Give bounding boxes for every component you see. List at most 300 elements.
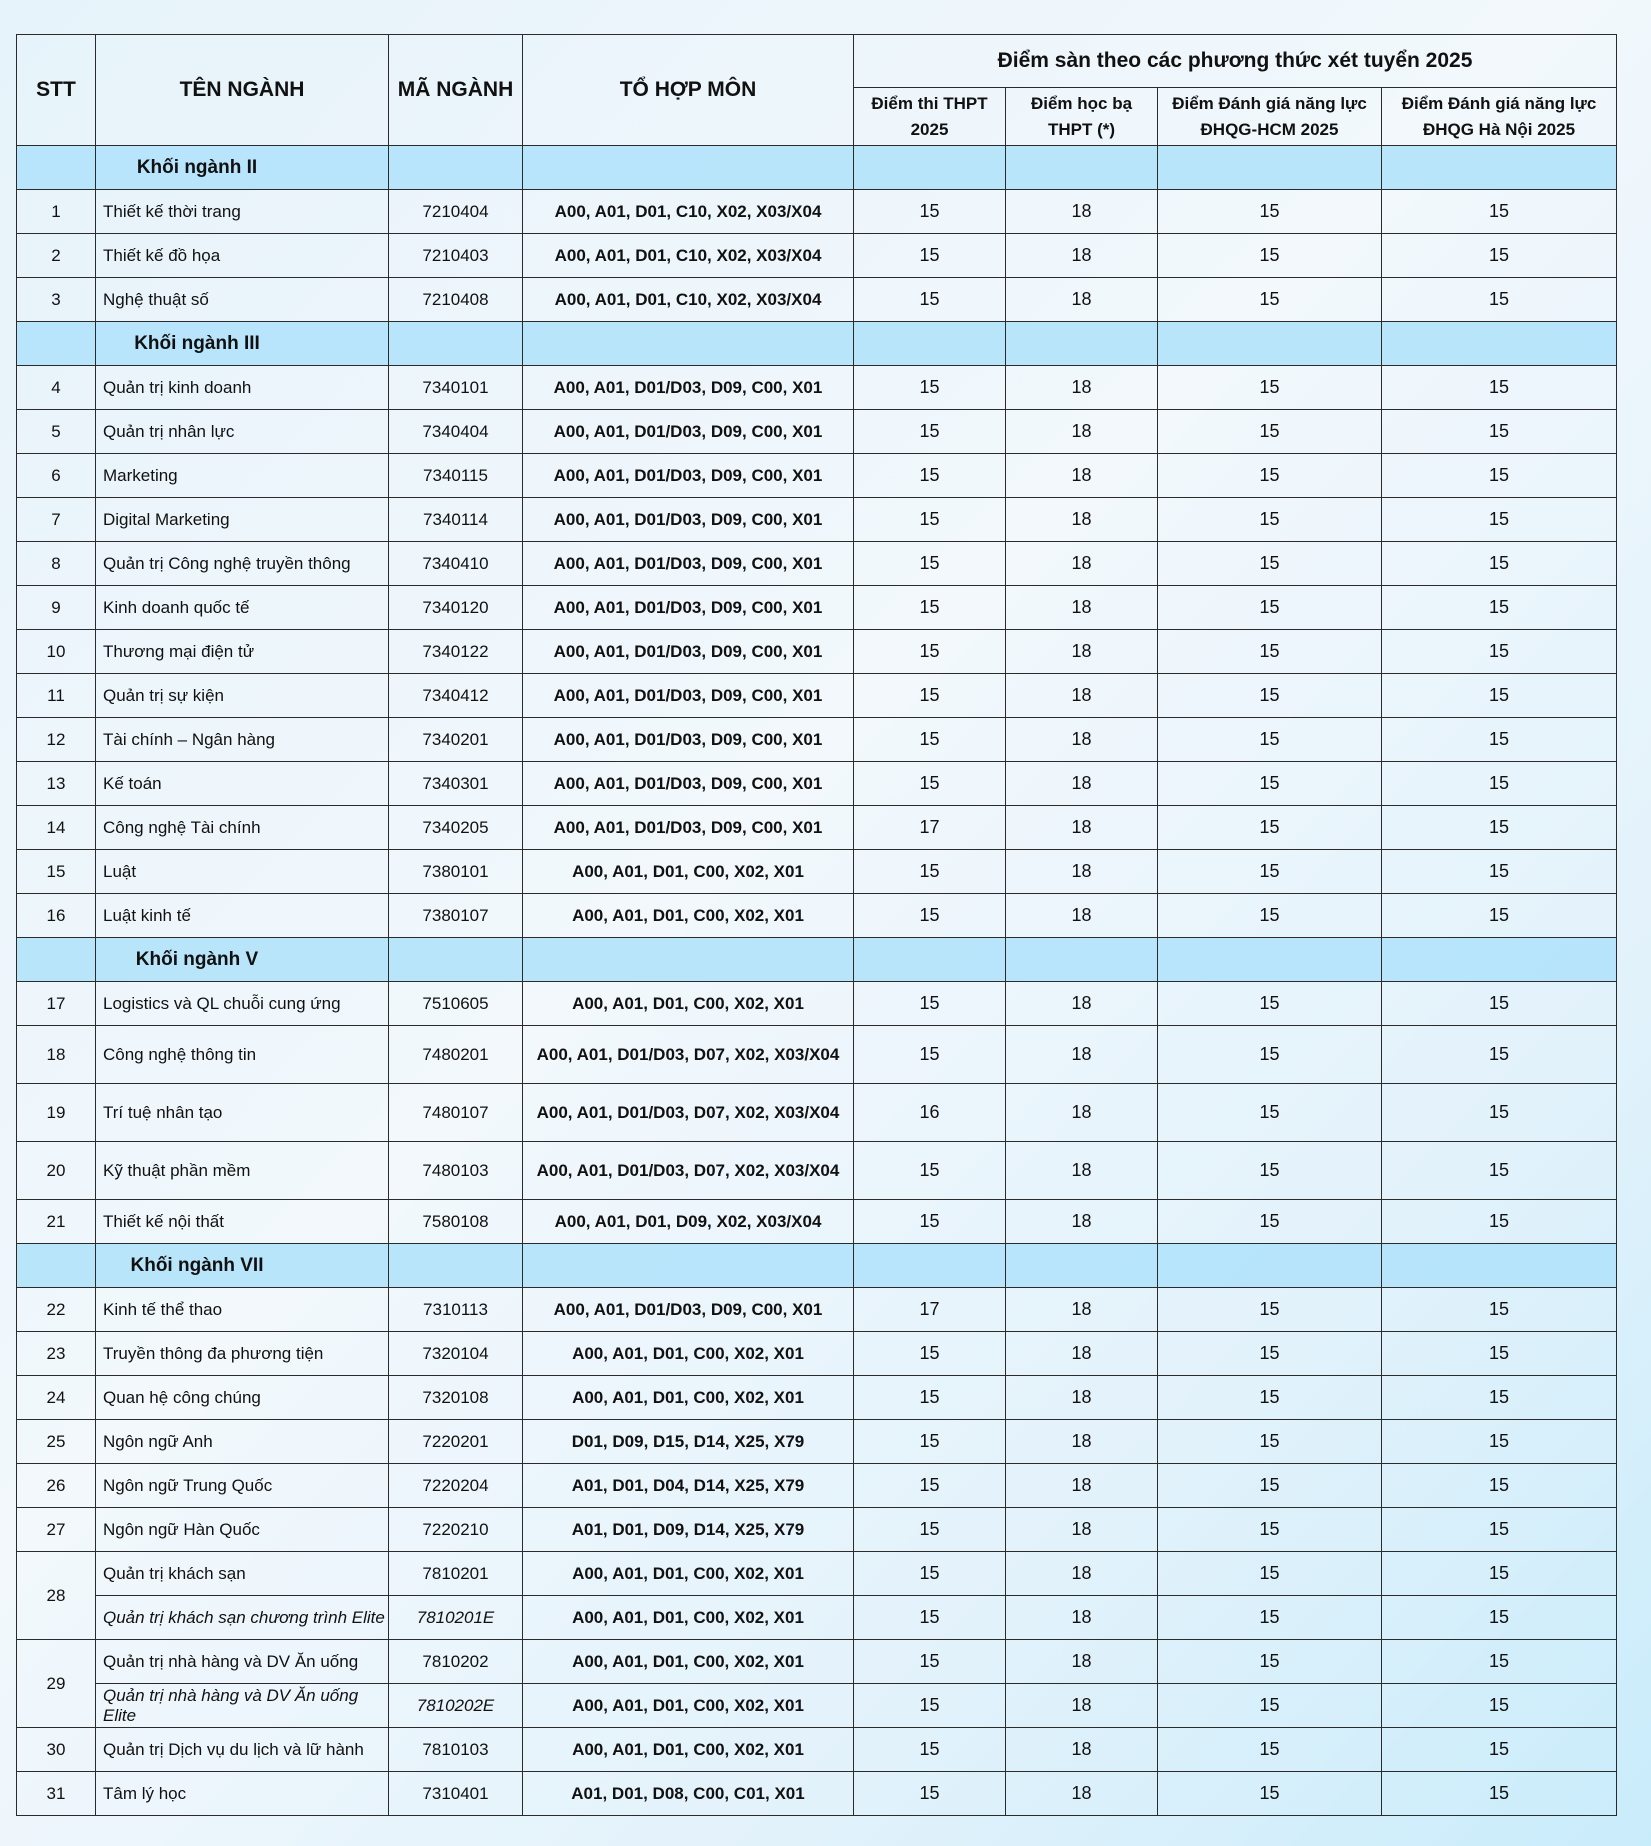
score-method-1: 15 (854, 586, 1006, 630)
score-method-1: 15 (854, 1420, 1006, 1464)
row-stt: 19 (17, 1084, 96, 1142)
score-method-4: 15 (1382, 1508, 1617, 1552)
admission-scores-table (16, 34, 1617, 1816)
score-method-2: 18 (1006, 1332, 1158, 1376)
subject-combo: A00, A01, D01/D03, D09, C00, X01 (523, 806, 854, 850)
group-name: Khối ngành III (96, 322, 389, 366)
score-method-4: 15 (1382, 630, 1617, 674)
score-method-3: 15 (1158, 1772, 1382, 1816)
major-code: 7310113 (389, 1288, 523, 1332)
table-row (17, 674, 1617, 718)
row-stt: 16 (17, 894, 96, 938)
score-method-3: 15 (1158, 630, 1382, 674)
score-method-2: 18 (1006, 1552, 1158, 1596)
score-method-4: 15 (1382, 1640, 1617, 1684)
major-name: Kinh doanh quốc tế (96, 586, 389, 630)
group-row (17, 938, 1617, 982)
row-stt: 7 (17, 498, 96, 542)
table-row (17, 1728, 1617, 1772)
row-stt: 3 (17, 278, 96, 322)
group-score-cell (1006, 1244, 1158, 1288)
major-code: 7340101 (389, 366, 523, 410)
major-name: Quản trị nhà hàng và DV Ăn uống Elite (96, 1684, 389, 1728)
score-method-1: 17 (854, 806, 1006, 850)
major-name: Nghệ thuật số (96, 278, 389, 322)
subject-combo: A01, D01, D08, C00, C01, X01 (523, 1772, 854, 1816)
row-stt: 9 (17, 586, 96, 630)
score-method-3: 15 (1158, 894, 1382, 938)
score-method-4: 15 (1382, 1026, 1617, 1084)
group-combo-cell (523, 1244, 854, 1288)
group-row (17, 146, 1617, 190)
score-method-2: 18 (1006, 1640, 1158, 1684)
score-method-2: 18 (1006, 1684, 1158, 1728)
row-stt: 12 (17, 718, 96, 762)
group-stt-cell (17, 1244, 96, 1288)
major-code: 7480107 (389, 1084, 523, 1142)
score-method-2: 18 (1006, 894, 1158, 938)
subject-combo: A00, A01, D01, C00, X02, X01 (523, 1728, 854, 1772)
score-method-4: 15 (1382, 762, 1617, 806)
score-method-2: 18 (1006, 850, 1158, 894)
table-row (17, 1026, 1617, 1084)
subject-combo: A01, D01, D09, D14, X25, X79 (523, 1508, 854, 1552)
score-method-1: 15 (854, 234, 1006, 278)
score-method-3: 15 (1158, 1288, 1382, 1332)
score-method-1: 15 (854, 1772, 1006, 1816)
major-code: 7580108 (389, 1200, 523, 1244)
score-method-4: 15 (1382, 674, 1617, 718)
major-name: Thiết kế đồ họa (96, 234, 389, 278)
table-row (17, 1332, 1617, 1376)
score-method-4: 15 (1382, 1200, 1617, 1244)
group-code-cell (389, 146, 523, 190)
subject-combo: A00, A01, D01, C00, X02, X01 (523, 1552, 854, 1596)
subject-combo: A00, A01, D01/D03, D07, X02, X03/X04 (523, 1084, 854, 1142)
group-score-cell (1158, 1244, 1382, 1288)
major-code: 7320104 (389, 1332, 523, 1376)
table-row (17, 498, 1617, 542)
score-method-4: 15 (1382, 1084, 1617, 1142)
score-method-4: 15 (1382, 1728, 1617, 1772)
score-method-3: 15 (1158, 586, 1382, 630)
group-score-cell (1382, 322, 1617, 366)
major-code: 7340115 (389, 454, 523, 498)
major-name: Quan hệ công chúng (96, 1376, 389, 1420)
table-row (17, 1596, 1617, 1640)
score-method-4: 15 (1382, 410, 1617, 454)
score-method-3: 15 (1158, 498, 1382, 542)
major-code: 7340410 (389, 542, 523, 586)
score-method-2: 18 (1006, 1376, 1158, 1420)
score-method-4: 15 (1382, 1420, 1617, 1464)
row-stt: 17 (17, 982, 96, 1026)
major-name: Digital Marketing (96, 498, 389, 542)
score-method-2: 18 (1006, 366, 1158, 410)
group-score-cell (854, 1244, 1006, 1288)
major-code: 7220210 (389, 1508, 523, 1552)
score-method-4: 15 (1382, 454, 1617, 498)
score-method-1: 15 (854, 1464, 1006, 1508)
table-row (17, 630, 1617, 674)
table-row (17, 586, 1617, 630)
admission-scores-table-container (16, 34, 1616, 1816)
row-stt: 29 (17, 1640, 96, 1728)
score-method-1: 15 (854, 1332, 1006, 1376)
major-code: 7810202 (389, 1640, 523, 1684)
table-row (17, 1772, 1617, 1816)
header-ma-nganh: MÃ NGÀNH (389, 35, 523, 146)
score-method-1: 15 (854, 894, 1006, 938)
score-method-4: 15 (1382, 190, 1617, 234)
major-name: Luật kinh tế (96, 894, 389, 938)
major-name: Logistics và QL chuỗi cung ứng (96, 982, 389, 1026)
table-row (17, 1376, 1617, 1420)
subject-combo: A00, A01, D01, C00, X02, X01 (523, 850, 854, 894)
score-method-3: 15 (1158, 454, 1382, 498)
major-code: 7810201E (389, 1596, 523, 1640)
score-method-1: 15 (854, 1552, 1006, 1596)
table-row (17, 1288, 1617, 1332)
group-row (17, 322, 1617, 366)
score-method-3: 15 (1158, 674, 1382, 718)
major-name: Truyền thông đa phương tiện (96, 1332, 389, 1376)
major-name: Quản trị khách sạn chương trình Elite (96, 1596, 389, 1640)
subject-combo: A00, A01, D01/D03, D07, X02, X03/X04 (523, 1026, 854, 1084)
score-method-2: 18 (1006, 1142, 1158, 1200)
subject-combo: A00, A01, D01/D03, D09, C00, X01 (523, 542, 854, 586)
major-name: Marketing (96, 454, 389, 498)
score-method-4: 15 (1382, 542, 1617, 586)
table-row (17, 982, 1617, 1026)
score-method-3: 15 (1158, 1640, 1382, 1684)
group-score-cell (854, 146, 1006, 190)
table-row (17, 1200, 1617, 1244)
score-method-1: 15 (854, 1596, 1006, 1640)
major-code: 7340301 (389, 762, 523, 806)
score-method-1: 15 (854, 542, 1006, 586)
row-stt: 30 (17, 1728, 96, 1772)
group-score-cell (854, 322, 1006, 366)
major-name: Quản trị Dịch vụ du lịch và lữ hành (96, 1728, 389, 1772)
subject-combo: A00, A01, D01, C00, X02, X01 (523, 1684, 854, 1728)
group-name: Khối ngành V (96, 938, 389, 982)
score-method-3: 15 (1158, 718, 1382, 762)
score-method-2: 18 (1006, 630, 1158, 674)
score-method-1: 15 (854, 630, 1006, 674)
score-method-4: 15 (1382, 1596, 1617, 1640)
subject-combo: A00, A01, D01/D03, D09, C00, X01 (523, 718, 854, 762)
major-code: 7340201 (389, 718, 523, 762)
row-stt: 18 (17, 1026, 96, 1084)
subject-combo: A00, A01, D01/D03, D09, C00, X01 (523, 762, 854, 806)
subject-combo: A00, A01, D01/D03, D09, C00, X01 (523, 630, 854, 674)
score-method-1: 15 (854, 1142, 1006, 1200)
row-stt: 11 (17, 674, 96, 718)
row-stt: 1 (17, 190, 96, 234)
table-header (17, 35, 1617, 146)
table-row (17, 762, 1617, 806)
score-method-3: 15 (1158, 850, 1382, 894)
major-name: Công nghệ Tài chính (96, 806, 389, 850)
subject-combo: A00, A01, D01, C00, X02, X01 (523, 894, 854, 938)
major-code: 7220204 (389, 1464, 523, 1508)
major-name: Quản trị Công nghệ truyền thông (96, 542, 389, 586)
score-method-1: 15 (854, 1684, 1006, 1728)
major-code: 7340120 (389, 586, 523, 630)
score-method-2: 18 (1006, 190, 1158, 234)
header-to-hop-mon: TỔ HỢP MÔN (523, 35, 854, 146)
score-method-2: 18 (1006, 718, 1158, 762)
row-stt: 6 (17, 454, 96, 498)
group-name: Khối ngành II (96, 146, 389, 190)
score-method-1: 15 (854, 762, 1006, 806)
score-method-1: 15 (854, 454, 1006, 498)
group-code-cell (389, 1244, 523, 1288)
row-stt: 24 (17, 1376, 96, 1420)
group-score-cell (1006, 938, 1158, 982)
major-name: Kinh tế thể thao (96, 1288, 389, 1332)
row-stt: 31 (17, 1772, 96, 1816)
table-row (17, 190, 1617, 234)
major-code: 7480201 (389, 1026, 523, 1084)
score-method-1: 15 (854, 190, 1006, 234)
group-score-cell (1382, 146, 1617, 190)
group-combo-cell (523, 938, 854, 982)
score-method-1: 15 (854, 850, 1006, 894)
subject-combo: A00, A01, D01/D03, D09, C00, X01 (523, 454, 854, 498)
score-method-4: 15 (1382, 1288, 1617, 1332)
subject-combo: A00, A01, D01/D03, D09, C00, X01 (523, 586, 854, 630)
score-method-3: 15 (1158, 806, 1382, 850)
major-code: 7510605 (389, 982, 523, 1026)
score-method-3: 15 (1158, 1332, 1382, 1376)
table-body (17, 146, 1617, 1816)
row-stt: 27 (17, 1508, 96, 1552)
group-score-cell (1158, 146, 1382, 190)
table-row (17, 454, 1617, 498)
score-method-1: 15 (854, 1200, 1006, 1244)
score-method-4: 15 (1382, 1772, 1617, 1816)
major-name: Ngôn ngữ Anh (96, 1420, 389, 1464)
major-name: Quản trị sự kiện (96, 674, 389, 718)
row-stt: 26 (17, 1464, 96, 1508)
table-row (17, 410, 1617, 454)
score-method-4: 15 (1382, 366, 1617, 410)
score-method-2: 18 (1006, 762, 1158, 806)
header-method-hoc-ba: Điểm học bạ THPT (*) (1006, 88, 1158, 146)
group-name: Khối ngành VII (96, 1244, 389, 1288)
major-code: 7380107 (389, 894, 523, 938)
score-method-1: 15 (854, 1728, 1006, 1772)
score-method-4: 15 (1382, 1376, 1617, 1420)
row-stt: 8 (17, 542, 96, 586)
group-score-cell (1158, 322, 1382, 366)
score-method-2: 18 (1006, 1596, 1158, 1640)
major-name: Kỹ thuật phần mềm (96, 1142, 389, 1200)
major-name: Ngôn ngữ Trung Quốc (96, 1464, 389, 1508)
score-method-3: 15 (1158, 234, 1382, 278)
major-name: Trí tuệ nhân tạo (96, 1084, 389, 1142)
subject-combo: A00, A01, D01, C00, X02, X01 (523, 1376, 854, 1420)
major-name: Quản trị nhà hàng và DV Ăn uống (96, 1640, 389, 1684)
score-method-4: 15 (1382, 234, 1617, 278)
table-row (17, 542, 1617, 586)
score-method-2: 18 (1006, 1026, 1158, 1084)
group-score-cell (1158, 938, 1382, 982)
major-code: 7210404 (389, 190, 523, 234)
score-method-2: 18 (1006, 982, 1158, 1026)
subject-combo: A00, A01, D01, C10, X02, X03/X04 (523, 190, 854, 234)
score-method-3: 15 (1158, 1596, 1382, 1640)
score-method-4: 15 (1382, 498, 1617, 542)
score-method-3: 15 (1158, 190, 1382, 234)
score-method-3: 15 (1158, 410, 1382, 454)
major-name: Công nghệ thông tin (96, 1026, 389, 1084)
score-method-4: 15 (1382, 894, 1617, 938)
score-method-2: 18 (1006, 1420, 1158, 1464)
score-method-4: 15 (1382, 1332, 1617, 1376)
score-method-3: 15 (1158, 278, 1382, 322)
subject-combo: A00, A01, D01/D03, D09, C00, X01 (523, 674, 854, 718)
score-method-4: 15 (1382, 982, 1617, 1026)
major-code: 7810201 (389, 1552, 523, 1596)
subject-combo: A00, A01, D01/D03, D09, C00, X01 (523, 410, 854, 454)
group-stt-cell (17, 322, 96, 366)
header-method-dgnl-hcm: Điểm Đánh giá năng lực ĐHQG-HCM 2025 (1158, 88, 1382, 146)
score-method-3: 15 (1158, 1728, 1382, 1772)
score-method-2: 18 (1006, 1288, 1158, 1332)
score-method-1: 15 (854, 1640, 1006, 1684)
major-name: Thiết kế nội thất (96, 1200, 389, 1244)
score-method-3: 15 (1158, 982, 1382, 1026)
score-method-4: 15 (1382, 278, 1617, 322)
group-score-cell (1006, 322, 1158, 366)
subject-combo: A00, A01, D01/D03, D09, C00, X01 (523, 498, 854, 542)
major-code: 7340122 (389, 630, 523, 674)
group-score-cell (854, 938, 1006, 982)
table-row (17, 1684, 1617, 1728)
score-method-4: 15 (1382, 718, 1617, 762)
row-stt: 5 (17, 410, 96, 454)
row-stt: 23 (17, 1332, 96, 1376)
row-stt: 22 (17, 1288, 96, 1332)
major-name: Tài chính – Ngân hàng (96, 718, 389, 762)
score-method-4: 15 (1382, 850, 1617, 894)
header-method-dgnl-hanoi: Điểm Đánh giá năng lực ĐHQG Hà Nội 2025 (1382, 88, 1617, 146)
score-method-1: 15 (854, 366, 1006, 410)
score-method-1: 15 (854, 718, 1006, 762)
score-method-1: 15 (854, 278, 1006, 322)
score-method-3: 15 (1158, 542, 1382, 586)
subject-combo: A00, A01, D01, D09, X02, X03/X04 (523, 1200, 854, 1244)
score-method-2: 18 (1006, 542, 1158, 586)
score-method-3: 15 (1158, 762, 1382, 806)
table-row (17, 894, 1617, 938)
score-method-1: 15 (854, 1026, 1006, 1084)
score-method-4: 15 (1382, 806, 1617, 850)
major-code: 7340404 (389, 410, 523, 454)
major-code: 7310401 (389, 1772, 523, 1816)
major-code: 7810202E (389, 1684, 523, 1728)
score-method-1: 15 (854, 410, 1006, 454)
group-score-cell (1006, 146, 1158, 190)
table-row (17, 234, 1617, 278)
subject-combo: A00, A01, D01, C00, X02, X01 (523, 1640, 854, 1684)
score-method-2: 18 (1006, 498, 1158, 542)
group-stt-cell (17, 938, 96, 982)
group-code-cell (389, 938, 523, 982)
score-method-3: 15 (1158, 1684, 1382, 1728)
header-ten-nganh: TÊN NGÀNH (96, 35, 389, 146)
major-name: Thương mại điện tử (96, 630, 389, 674)
table-row (17, 718, 1617, 762)
subject-combo: A00, A01, D01/D03, D09, C00, X01 (523, 366, 854, 410)
table-row (17, 850, 1617, 894)
score-method-4: 15 (1382, 1552, 1617, 1596)
major-name: Tâm lý học (96, 1772, 389, 1816)
header-score-group-title: Điểm sàn theo các phương thức xét tuyển 2025 (854, 35, 1617, 88)
score-method-1: 15 (854, 498, 1006, 542)
row-stt: 4 (17, 366, 96, 410)
table-row (17, 1420, 1617, 1464)
row-stt: 25 (17, 1420, 96, 1464)
row-stt: 13 (17, 762, 96, 806)
score-method-2: 18 (1006, 1084, 1158, 1142)
score-method-1: 15 (854, 1508, 1006, 1552)
row-stt: 14 (17, 806, 96, 850)
score-method-4: 15 (1382, 1684, 1617, 1728)
score-method-3: 15 (1158, 366, 1382, 410)
subject-combo: A01, D01, D04, D14, X25, X79 (523, 1464, 854, 1508)
subject-combo: A00, A01, D01, C00, X02, X01 (523, 1332, 854, 1376)
table-row (17, 1552, 1617, 1596)
header-stt: STT (17, 35, 96, 146)
score-method-3: 15 (1158, 1200, 1382, 1244)
score-method-1: 17 (854, 1288, 1006, 1332)
major-name: Quản trị kinh doanh (96, 366, 389, 410)
subject-combo: A00, A01, D01, C10, X02, X03/X04 (523, 278, 854, 322)
row-stt: 10 (17, 630, 96, 674)
score-method-2: 18 (1006, 278, 1158, 322)
score-method-3: 15 (1158, 1376, 1382, 1420)
subject-combo: A00, A01, D01, C00, X02, X01 (523, 982, 854, 1026)
group-score-cell (1382, 1244, 1617, 1288)
table-row (17, 1464, 1617, 1508)
score-method-3: 15 (1158, 1084, 1382, 1142)
score-method-4: 15 (1382, 586, 1617, 630)
score-method-4: 15 (1382, 1464, 1617, 1508)
score-method-3: 15 (1158, 1026, 1382, 1084)
score-method-2: 18 (1006, 1728, 1158, 1772)
major-code: 7340114 (389, 498, 523, 542)
subject-combo: A00, A01, D01/D03, D09, C00, X01 (523, 1288, 854, 1332)
table-row (17, 366, 1617, 410)
major-name: Thiết kế thời trang (96, 190, 389, 234)
score-method-1: 15 (854, 674, 1006, 718)
score-method-2: 18 (1006, 1200, 1158, 1244)
score-method-2: 18 (1006, 234, 1158, 278)
major-code: 7320108 (389, 1376, 523, 1420)
score-method-1: 15 (854, 982, 1006, 1026)
score-method-4: 15 (1382, 1142, 1617, 1200)
score-method-2: 18 (1006, 586, 1158, 630)
major-code: 7220201 (389, 1420, 523, 1464)
table-row (17, 1084, 1617, 1142)
group-code-cell (389, 322, 523, 366)
table-row (17, 278, 1617, 322)
score-method-2: 18 (1006, 1508, 1158, 1552)
